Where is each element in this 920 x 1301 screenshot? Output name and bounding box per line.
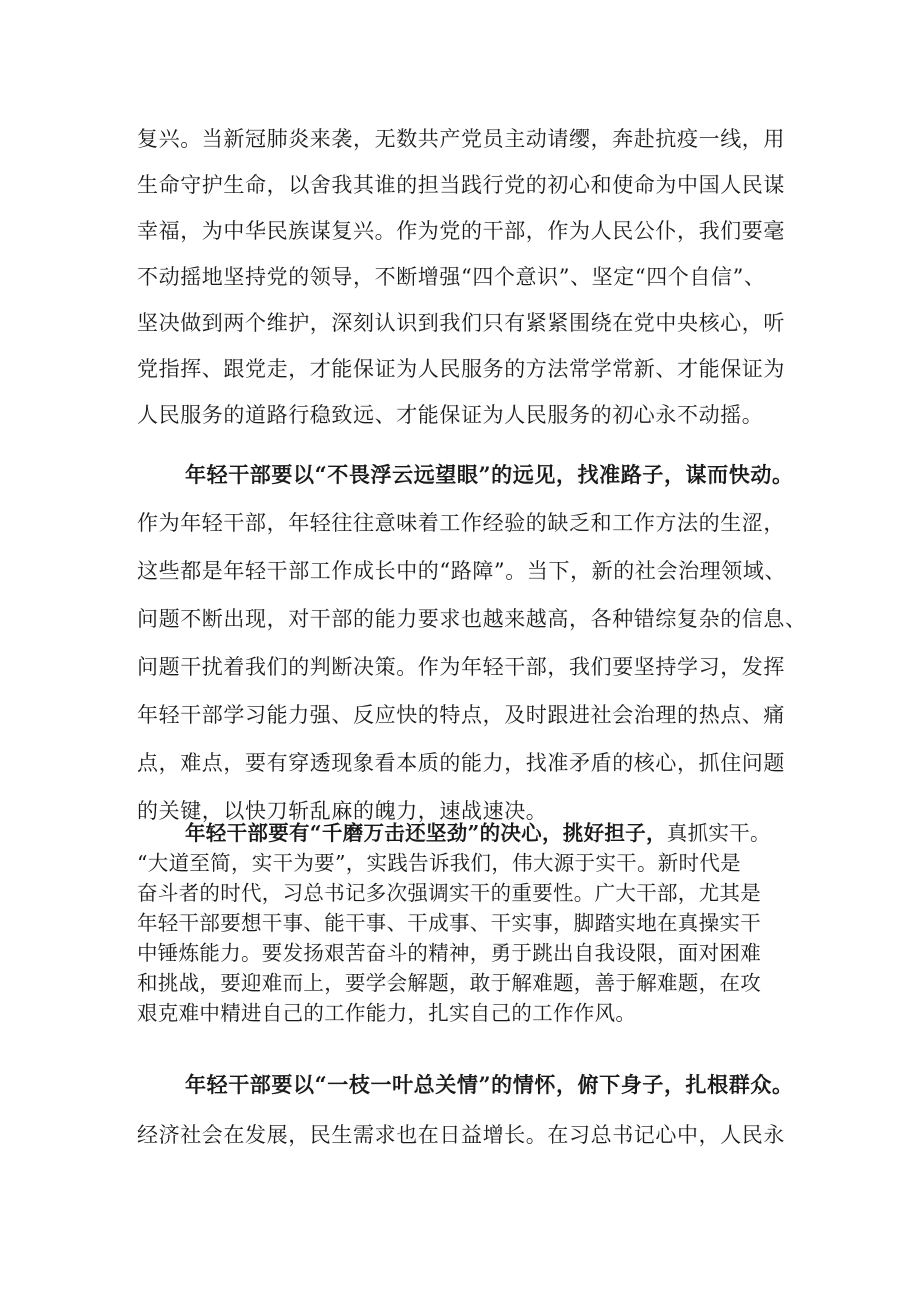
- text-line: 不动摇地坚持党的领导，不断增强“四个意识”、坚定“四个自信”、: [137, 265, 766, 289]
- text-line: 党指挥、跟党走，才能保证为人民服务的方法常学常新、才能保证为: [137, 357, 785, 381]
- text-line: 坚决做到两个维护，深刻认识到我们只有紧紧围绕在党中央核心，听: [137, 311, 785, 335]
- text-line: “大道至简，实干为要”，实践告诉我们，伟大源于实干。新时代是: [137, 851, 741, 875]
- section-heading-bold: 年轻干部要有“千磨万击还坚劲”的决心，挑好担子，: [185, 821, 667, 845]
- text-line: 这些都是年轻干部工作成长中的“路障”。当下，新的社会治理领域、: [137, 559, 787, 583]
- text-line: 幸福，为中华民族谋复兴。作为党的干部，作为人民公仆，我们要毫: [137, 219, 785, 243]
- text-line: 艰克难中精进自己的工作能力，扎实自己的工作作风。: [137, 1001, 637, 1025]
- text-line: 问题不断出现，对干部的能力要求也越来越高，各种错综复杂的信息、: [137, 607, 807, 631]
- text-line: 人民服务的道路行稳致远、才能保证为人民服务的初心永不动摇。: [137, 403, 764, 427]
- text-line: 的关键，以快刀斩乱麻的魄力，速战速决。: [137, 799, 548, 823]
- paragraph-party-leadership: [137, 116, 801, 438]
- text-line: 和挑战，要迎难而上，要学会解题，敢于解难题，善于解难题，在攻: [137, 971, 761, 995]
- paragraph-determination: [137, 818, 801, 1028]
- text-line: 点，难点，要有穿透现象看本质的能力，找准矛盾的核心，抓住问题: [137, 751, 785, 775]
- text-line: 中锤炼能力。要发扬艰苦奋斗的精神，勇于跳出自我设限，面对困难: [137, 941, 761, 965]
- section-heading-rest: 真抓实干。: [666, 821, 771, 845]
- text-line: 作为年轻干部，年轻往往意味着工作经验的缺乏和工作方法的生涩，: [137, 511, 785, 535]
- text-line: 年轻干部学习能力强、反应快的特点，及时跟进社会治理的热点、痛: [137, 703, 785, 727]
- section-heading: 年轻干部要以“一枝一叶总关情”的情怀，俯下身子，扎根群众。: [185, 1072, 794, 1097]
- text-line: 奋斗者的时代，习总书记多次强调实干的重要性。广大干部，尤其是: [137, 881, 761, 905]
- text-line: 经济社会在发展，民生需求也在日益增长。在习总书记心中，人民永: [137, 1123, 785, 1147]
- section-heading: 年轻干部要以“不畏浮云远望眼”的远见，找准路子，谋而快动。: [185, 462, 794, 487]
- text-line: 生命守护生命，以舍我其谁的担当践行党的初心和使命为中国人民谋: [137, 173, 785, 197]
- text-line: 问题干扰着我们的判断决策。作为年轻干部，我们要坚持学习，发挥: [137, 655, 785, 679]
- text-line: 年轻干部要想干事、能干事、干成事、干实事，脚踏实地在真操实干: [137, 911, 761, 935]
- paragraph-foresight: [137, 451, 807, 835]
- section-heading: [137, 818, 801, 848]
- paragraph-people: [137, 1060, 801, 1160]
- text-line: 复兴。当新冠肺炎来袭，无数共产党员主动请缨，奔赴抗疫一线，用: [137, 127, 785, 151]
